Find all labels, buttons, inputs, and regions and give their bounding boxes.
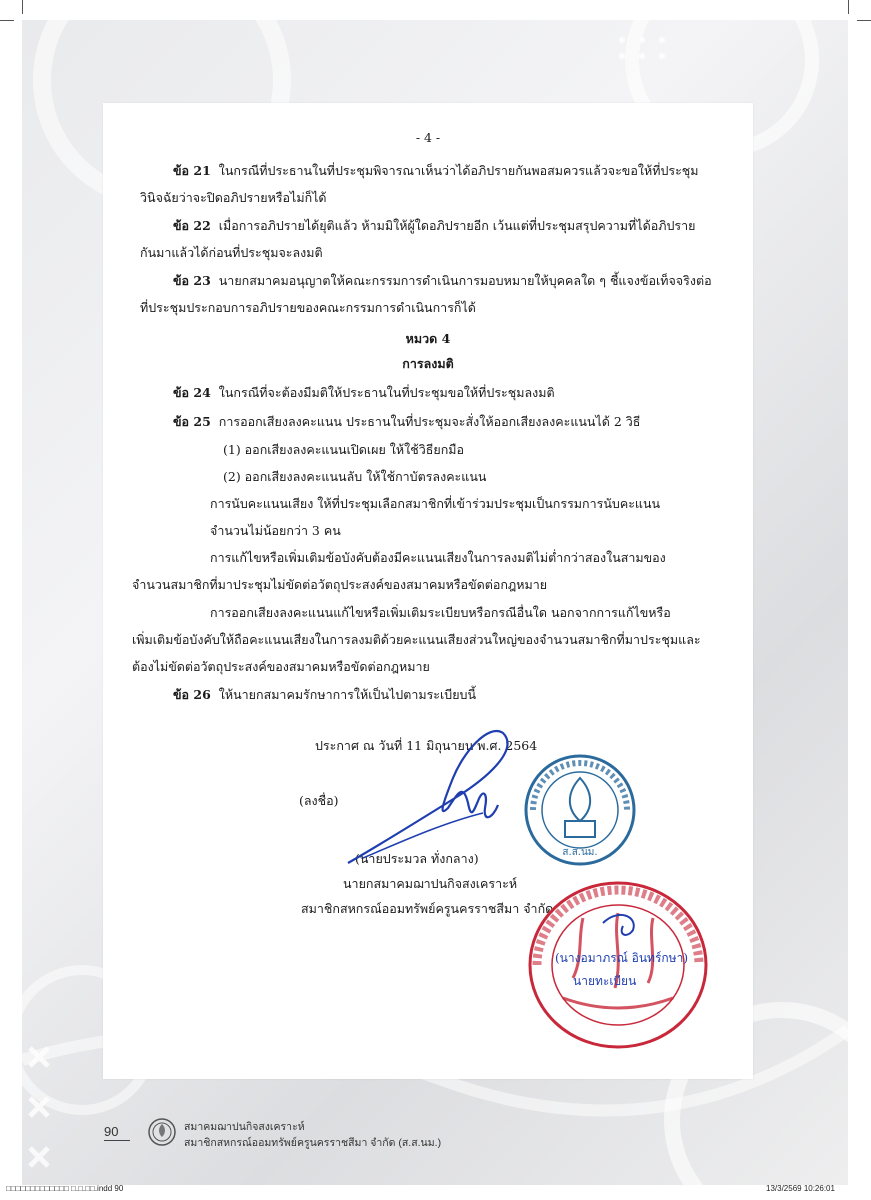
clause-25-p1-line2: จำนวนไม่น้อยกว่า 3 คน [210,523,341,538]
association-logo-icon [147,1117,177,1147]
page-header: - 4 - [415,130,441,145]
clause-25-p3-line1: การออกเสียงลงคะแนนแก้ไขหรือเพิ่มเติมระเบียบหรือกรณีอื่นใด นอกจากการแก้ไขหรือ [210,605,671,620]
signer-position: นายกสมาคมฌาปนกิจสงเคราะห์ [343,876,518,891]
clause-label: ข้อ 21 [173,163,211,178]
clause-22-line2: กันมาแล้วได้ก่อนที่ประชุมจะลงมติ [140,245,323,260]
clause-25-p1-line1: การนับคะแนนเสียง ให้ที่ประชุมเลือกสมาชิกที่เข้าร่วมประชุมเป็นกรรมการนับคะแนน [210,496,661,511]
chapter-number: หมวด 4 [405,331,451,346]
footer-org-line2: สมาชิกสหกรณ์ออมทรัพย์ครูนครราชสีมา จำกัด (ส.ส.นม.) [184,1137,442,1149]
association-stamp [523,753,638,868]
registrar-name: (นางอมาภรณ์ อินทร์กษา) [555,951,689,965]
clause-23-line2: ที่ประชุมประกอบการอภิปรายของคณะกรรมการดำเนินการก็ได้ [140,300,476,315]
clause-25-item1: (1) ออกเสียงลงคะแนนเปิดเผย ให้ใช้วิธียกมือ [223,442,465,457]
clause-label: ข้อ 23 [173,273,211,288]
chapter-title: การลงมติ [402,356,454,371]
signer-name: (นายประมวล ทั่งกลาง) [355,851,479,866]
stamp-abbreviation: ส.ส.นม. [562,847,598,858]
clause-label: ข้อ 26 [173,687,211,702]
clause-25-p3-line3: ต้องไม่ขัดต่อวัตถุประสงค์ของสมาคมหรือขัดต่อกฎหมาย [132,659,430,674]
clause-25-p2-line2: จำนวนสมาชิกที่มาประชุมไม่ขัดต่อวัตถุประสงค์ของสมาคมหรือขัดต่อกฎหมาย [132,577,548,592]
clause-text: การออกเสียงลงคะแนน ประธานในที่ประชุมจะสั่งให้ออกเสียงลงคะแนนได้ 2 วิธี [218,414,641,429]
page-number-underline [104,1140,130,1141]
handwritten-signature [343,723,533,873]
clause-text: ให้นายกสมาคมรักษาการให้เป็นไปตามระเบียบนี้ [218,687,477,702]
signer-organization: สมาชิกสหกรณ์ออมทรัพย์ครูนครราชสีมา จำกัด [301,901,554,916]
clause-label: ข้อ 24 [173,385,211,400]
clause-text: นายกสมาคมอนุญาตให้คณะกรรมการดำเนินการมอบหมายให้บุคคลใด ๆ ชี้แจงข้อเท็จจริงต่อ [218,273,712,288]
crop-mark [22,0,23,14]
slug-datetime: 13/3/2569 10:26:01 [766,1184,835,1193]
clause-text: เมื่อการอภิปรายได้ยุติแล้ว ห้ามมิให้ผู้ใดอภิปรายอีก เว้นแต่ที่ประชุมสรุปความที่ได้อภิปราย [218,218,696,233]
footer-org-line1: สมาคมฌาปนกิจสงเคราะห์ [184,1121,305,1133]
crop-mark [848,0,849,14]
page-number: 90 [104,1124,119,1139]
clause-label: ข้อ 25 [173,414,211,429]
clause-24-line1 [173,385,555,401]
clause-23-line1 [173,273,712,289]
clause-22-line1 [173,218,695,234]
document-sheet [103,103,753,1079]
clause-26-line1 [173,687,476,703]
announce-date: ประกาศ ณ วันที่ 11 มิถุนายน พ.ศ. 2564 [315,738,538,753]
crop-mark [857,20,871,21]
clause-25-p2-line1: การแก้ไขหรือเพิ่มเติมข้อบังคับต้องมีคะแนนเสียงในการลงมติไม่ต่ำกว่าสองในสามของ [210,550,666,565]
clause-25-p3-line2: เพิ่มเติมข้อบังคับให้ถือคะแนนเสียงในการลงมติด้วยคะแนนเสียงส่วนใหญ่ของจำนวนสมาชิกที่มาประชุมและ [132,632,701,647]
slug-file: □□□□□□□□□□□□□ □.□.□□.indd 90 [6,1184,124,1193]
clause-21-line2: วินิจฉัยว่าจะปิดอภิปรายหรือไม่ก็ได้ [140,190,327,205]
registrar-title: นายทะเบียน [573,974,637,988]
clause-21-line1 [173,163,699,179]
clause-text: ในกรณีที่จะต้องมีมติให้ประธานในที่ประชุมขอให้ที่ประชุมลงมติ [218,385,555,400]
signed-label: (ลงชื่อ) [299,793,339,808]
clause-25-item2: (2) ออกเสียงลงคะแนนลับ ให้ใช้กาบัตรลงคะแนน [223,469,487,484]
clause-25-line1 [173,414,640,430]
crop-mark [0,20,14,21]
clause-text: ในกรณีที่ประธานในที่ประชุมพิจารณาเห็นว่าได้อภิปรายกันพอสมควรแล้วจะขอให้ที่ประชุม [218,163,699,178]
clause-label: ข้อ 22 [173,218,211,233]
